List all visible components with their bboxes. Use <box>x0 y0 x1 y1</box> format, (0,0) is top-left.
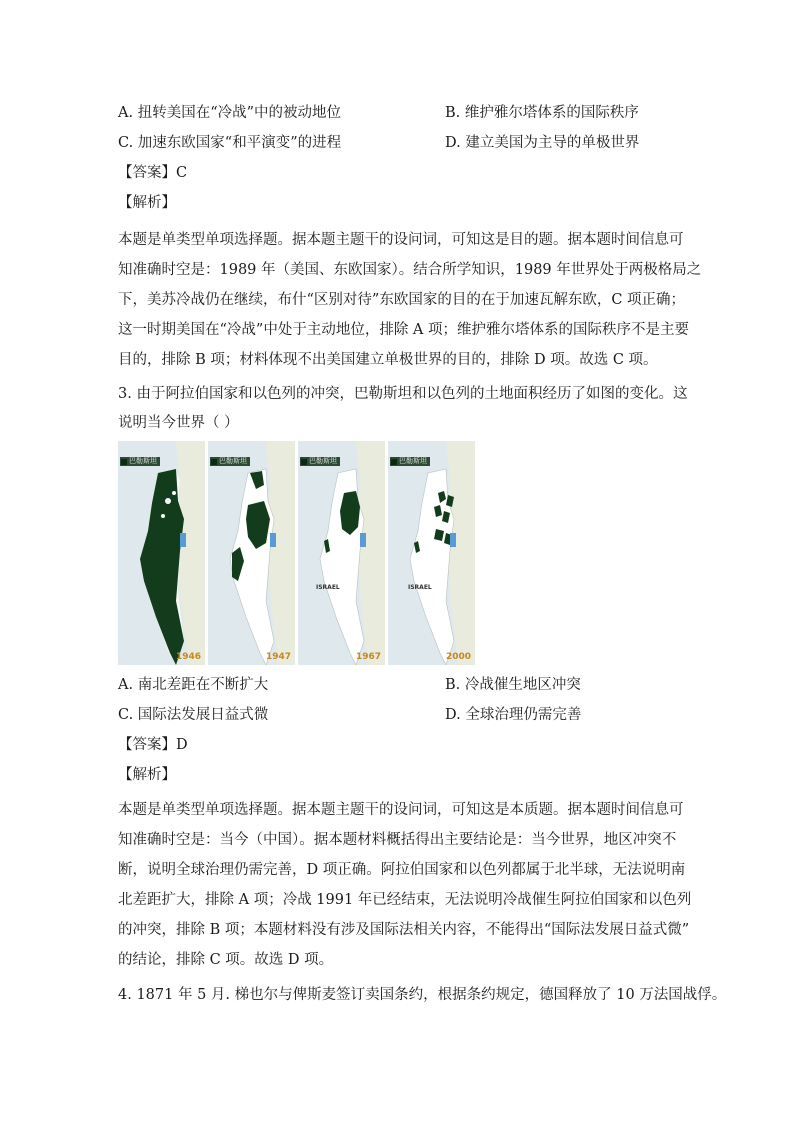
q3-option-c: C. 国际法发展日益式微 <box>118 707 269 723</box>
map-legend <box>210 457 250 466</box>
map-legend-label: 巴勒斯坦 <box>309 457 337 465</box>
map-country-label: ISRAEL <box>408 584 432 591</box>
q2-analysis-title: 【解析】 <box>118 195 176 211</box>
q2-option-b: B. 维护雅尔塔体系的国际秩序 <box>445 105 639 121</box>
map-legend <box>120 457 160 466</box>
q3-option-d: D. 全球治理仍需完善 <box>445 707 582 723</box>
q3-analysis-line: 断，说明全球治理仍需完善，D 项正确。阿拉伯国家和以色列都属于北半球，无法说明南 <box>118 862 686 878</box>
map-2000-drawing <box>388 441 475 665</box>
q3-analysis-line: 的冲突，排除 B 项；本题材料没有涉及国际法相关内容，不能得出“国际法发展日益式微” <box>118 922 690 938</box>
q3-analysis-line: 的结论，排除 C 项。故选 D 项。 <box>118 952 334 968</box>
map-legend-label: 巴勒斯坦 <box>129 457 157 465</box>
q4-stem: 4. 1871 年 5 月. 梯也尔与俾斯麦签订卖国条约，根据条约规定，德国释放了 10 万法国战俘。 <box>118 987 727 1003</box>
territory-maps-figure <box>118 441 473 665</box>
q2-analysis-line: 知准确时空是：1989 年（美国、东欧国家）。结合所学知识，1989 年世界处于两极格局之 <box>118 262 702 278</box>
q2-analysis-line: 本题是单类型单项选择题。据本题主题干的设问词，可知这是目的题。据本题时间信息可 <box>118 232 684 248</box>
q3-analysis-title: 【解析】 <box>118 767 176 783</box>
q2-analysis-line: 这一时期美国在“冷战”中处于主动地位，排除 A 项；维护雅尔塔体系的国际秩序不是主要 <box>118 322 690 338</box>
map-legend <box>300 457 340 466</box>
q3-answer: 【答案】D <box>118 737 188 753</box>
q3-analysis-line: 北差距扩大，排除 A 项；冷战 1991 年已经结束，无法说明冷战催生阿拉伯国家和以色列 <box>118 892 692 908</box>
q3-option-a: A. 南北差距在不断扩大 <box>118 677 269 693</box>
map-legend <box>390 457 430 466</box>
q3-stem-line: 说明当今世界（ ） <box>118 415 239 431</box>
map-year: 1946 <box>175 652 201 662</box>
map-1947 <box>208 441 295 665</box>
map-legend-label: 巴勒斯坦 <box>399 457 427 465</box>
q3-analysis-line: 本题是单类型单项选择题。据本题主题干的设问词，可知这是本质题。据本题时间信息可 <box>118 802 684 818</box>
q2-answer: 【答案】C <box>118 165 188 181</box>
map-year: 2000 <box>445 652 471 662</box>
map-legend-label: 巴勒斯坦 <box>219 457 247 465</box>
map-1967-drawing <box>298 441 385 665</box>
q2-analysis-line: 下，美苏冷战仍在继续，布什“区别对待”东欧国家的目的在于加速瓦解东欧，C 项正确； <box>118 292 686 308</box>
map-1946-drawing <box>118 441 205 665</box>
map-country-label: ISRAEL <box>316 584 340 591</box>
map-1947-drawing <box>208 441 295 665</box>
q3-analysis-line: 知准确时空是：当今（中国）。据本题材料概括得出主要结论是：当今世界，地区冲突不 <box>118 832 677 848</box>
map-year: 1947 <box>265 652 291 662</box>
map-1946 <box>118 441 205 665</box>
map-year: 1967 <box>355 652 381 662</box>
q2-analysis-line: 目的，排除 B 项；材料体现不出美国建立单极世界的目的，排除 D 项。故选 C 项。 <box>118 352 658 368</box>
q3-stem-line: 3. 由于阿拉伯国家和以色列的冲突，巴勒斯坦和以色列的土地面积经历了如图的变化。这 <box>118 386 688 402</box>
q3-option-b: B. 冷战催生地区冲突 <box>445 677 581 693</box>
q2-option-c: C. 加速东欧国家“和平演变”的进程 <box>118 135 342 151</box>
q2-option-d: D. 建立美国为主导的单极世界 <box>445 135 640 151</box>
q2-option-a: A. 扭转美国在“冷战”中的被动地位 <box>118 105 342 121</box>
map-1967 <box>298 441 385 665</box>
map-2000 <box>388 441 475 665</box>
